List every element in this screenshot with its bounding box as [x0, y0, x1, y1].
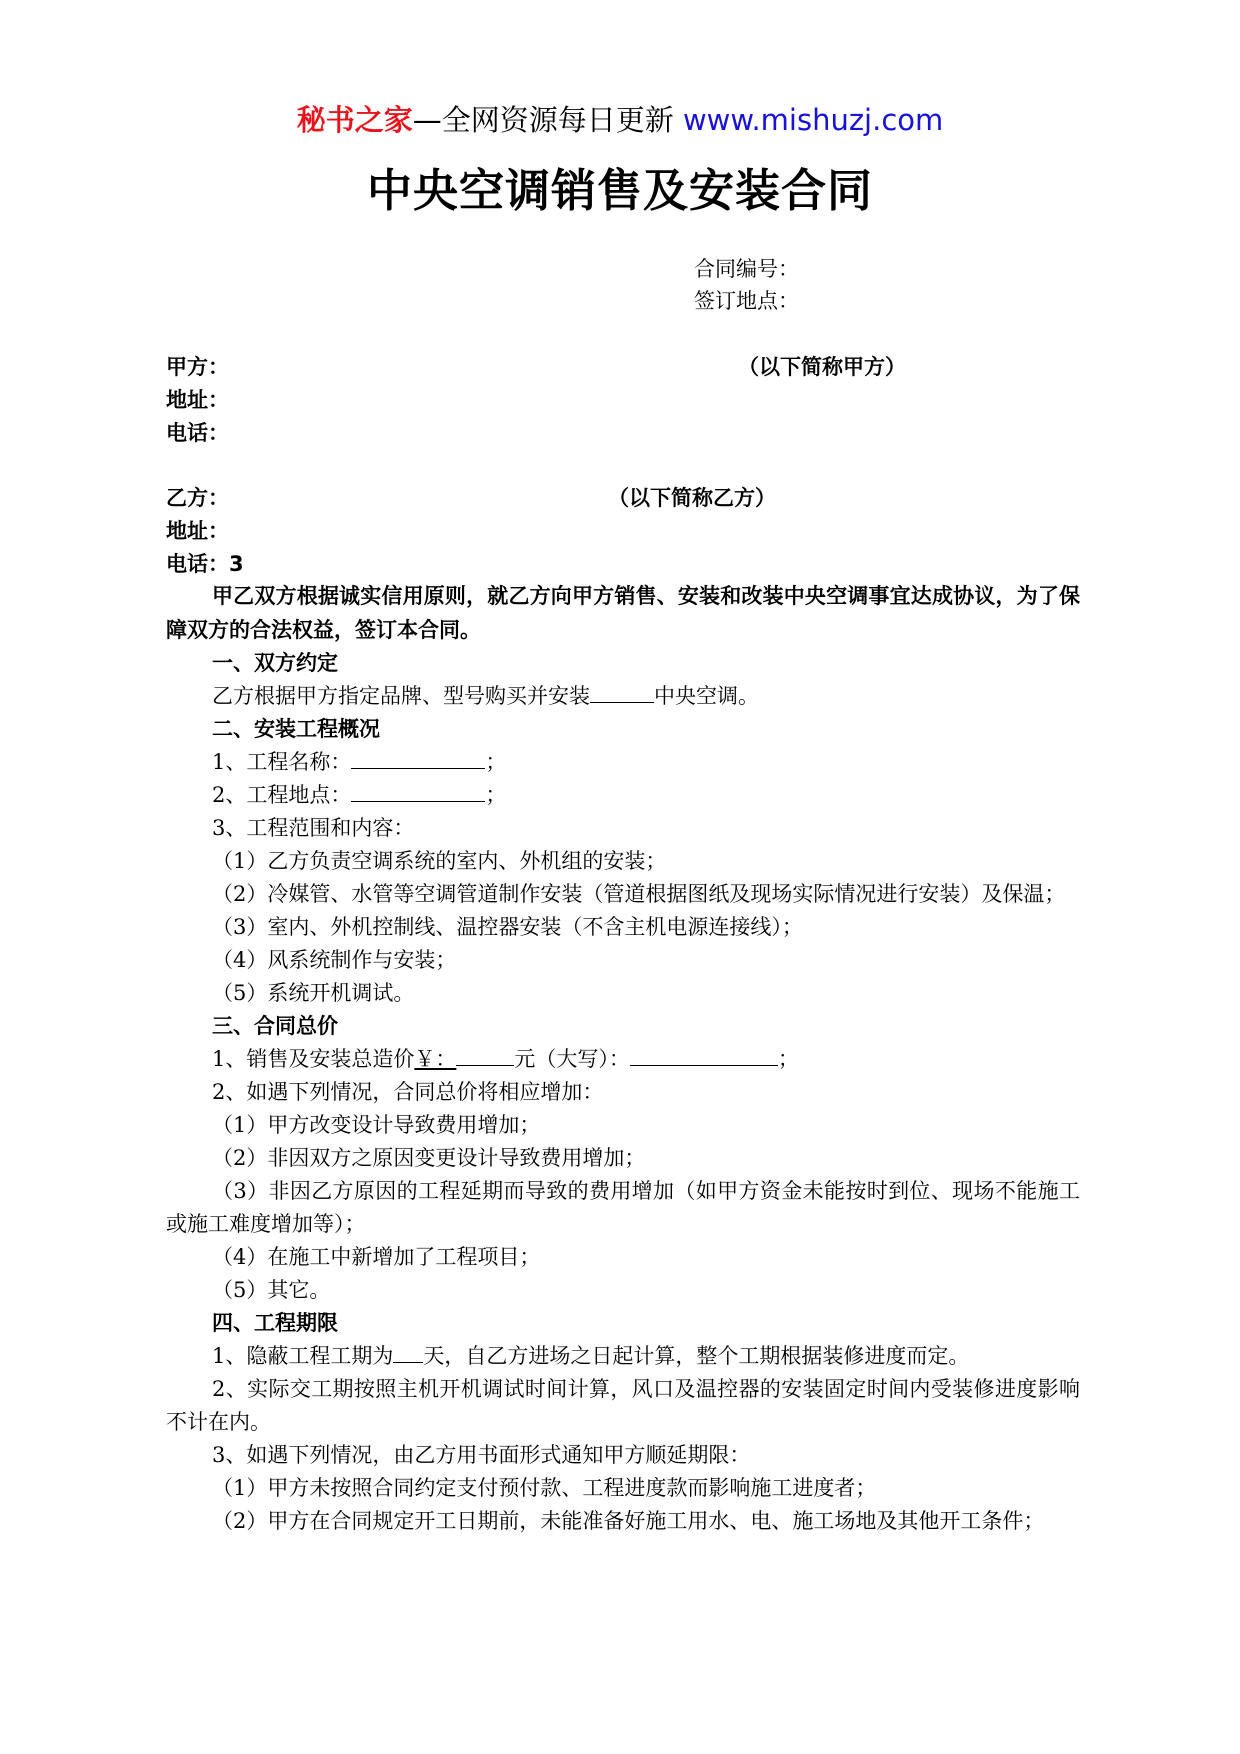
party-a-label: 甲方：	[166, 355, 229, 379]
intro-paragraph: 甲乙双方根据诚实信用原则，就乙方向甲方销售、安装和改装中央空调事宜达成协议，为了保障双方的合法权益，签订本合同。	[166, 584, 1080, 642]
party-b-address-label: 地址：	[166, 519, 229, 543]
days-blank-field[interactable]	[393, 1340, 423, 1363]
price-amount-blank-field[interactable]	[456, 1043, 514, 1066]
project-location-blank-field[interactable]	[351, 779, 485, 802]
party-b-phone-label: 电话：3	[166, 552, 244, 576]
party-a-address-label: 地址：	[166, 388, 229, 412]
project-location-line: 2、工程地点： ；	[166, 779, 1080, 812]
section-1-paragraph: 乙方根据甲方指定品牌、型号购买并安装 中央空调。	[166, 680, 1080, 713]
contract-number-label: 合同编号：	[694, 257, 799, 281]
price-increase-item-3: （3）非因乙方原因的工程延期而导致的费用增加（如甲方资金未能按时到位、现场不能施工或施工难度增加等）；	[166, 1179, 1080, 1236]
extension-item-1: （1）甲方未按照合同约定支付预付款、工程进度款而影响施工进度者；	[212, 1476, 877, 1500]
scope-item-2: （2）冷媒管、水管等空调管道制作安装（管道根据图纸及现场实际情况进行安装）及保温；	[212, 882, 1066, 906]
party-a-abbr: （以下简称甲方）	[738, 355, 906, 379]
extension-heading-line: 3、如遇下列情况，由乙方用书面形式通知甲方顺延期限：	[212, 1443, 751, 1467]
price-increase-item-2: （2）非因双方之原因变更设计导致费用增加；	[212, 1146, 646, 1170]
section-2-heading: 二、安装工程概况	[212, 717, 380, 741]
scope-item-3: （3）室内、外机控制线、温控器安装（不含主机电源连接线）；	[212, 915, 803, 939]
total-price-line: 1、销售及安装总造价￥： 元（大写）： ；	[166, 1043, 1080, 1076]
price-increase-heading: 2、如遇下列情况，合同总价将相应增加：	[212, 1080, 604, 1104]
completion-period-line: 2、实际交工期按照主机开机调试时间计算，风口及温控器的安装固定时间内受装修进度影响不计在内。	[166, 1377, 1080, 1434]
scope-item-4: （4）风系统制作与安装；	[212, 948, 457, 972]
document-title: 中央空调销售及安装合同	[366, 164, 873, 217]
section-1-heading: 一、双方约定	[212, 651, 338, 675]
scope-item-5: （5）系统开机调试。	[212, 981, 415, 1005]
site-banner	[0, 100, 1240, 140]
section-4-heading: 四、工程期限	[212, 1311, 338, 1335]
scope-item-1: （1）乙方负责空调系统的室内、外机组的安装；	[212, 849, 667, 873]
banner-url-link[interactable]: www.mishuzj.com	[682, 103, 944, 137]
price-increase-item-1: （1）甲方改变设计导致费用增加；	[212, 1113, 541, 1137]
project-name-line: 1、工程名称： ；	[166, 746, 1080, 779]
contract-body	[166, 579, 1080, 1538]
scope-heading-line: 3、工程范围和内容：	[212, 816, 415, 840]
price-increase-item-4: （4）在施工中新增加了工程项目；	[212, 1245, 541, 1269]
party-b-label: 乙方：	[166, 486, 229, 510]
banner-brand: 秘书之家	[296, 103, 413, 137]
banner-slogan: —全网资源每日更新	[412, 103, 674, 137]
party-b-abbr: （以下简称乙方）	[608, 486, 776, 510]
project-name-blank-field[interactable]	[351, 746, 485, 769]
extension-item-2: （2）甲方在合同规定开工日期前，未能准备好施工用水、电、施工场地及其他开工条件；	[212, 1509, 1045, 1533]
party-a-phone-label: 电话：	[166, 421, 229, 445]
brand-blank-field[interactable]	[590, 680, 654, 703]
section-3-heading: 三、合同总价	[212, 1014, 338, 1038]
price-in-words-blank-field[interactable]	[630, 1043, 778, 1066]
concealed-work-period-line: 1、隐蔽工程工期为 天，自乙方进场之日起计算，整个工期根据装修进度而定。	[166, 1340, 1080, 1373]
sign-place-label: 签订地点：	[694, 289, 799, 313]
price-increase-item-5: （5）其它。	[212, 1278, 331, 1302]
